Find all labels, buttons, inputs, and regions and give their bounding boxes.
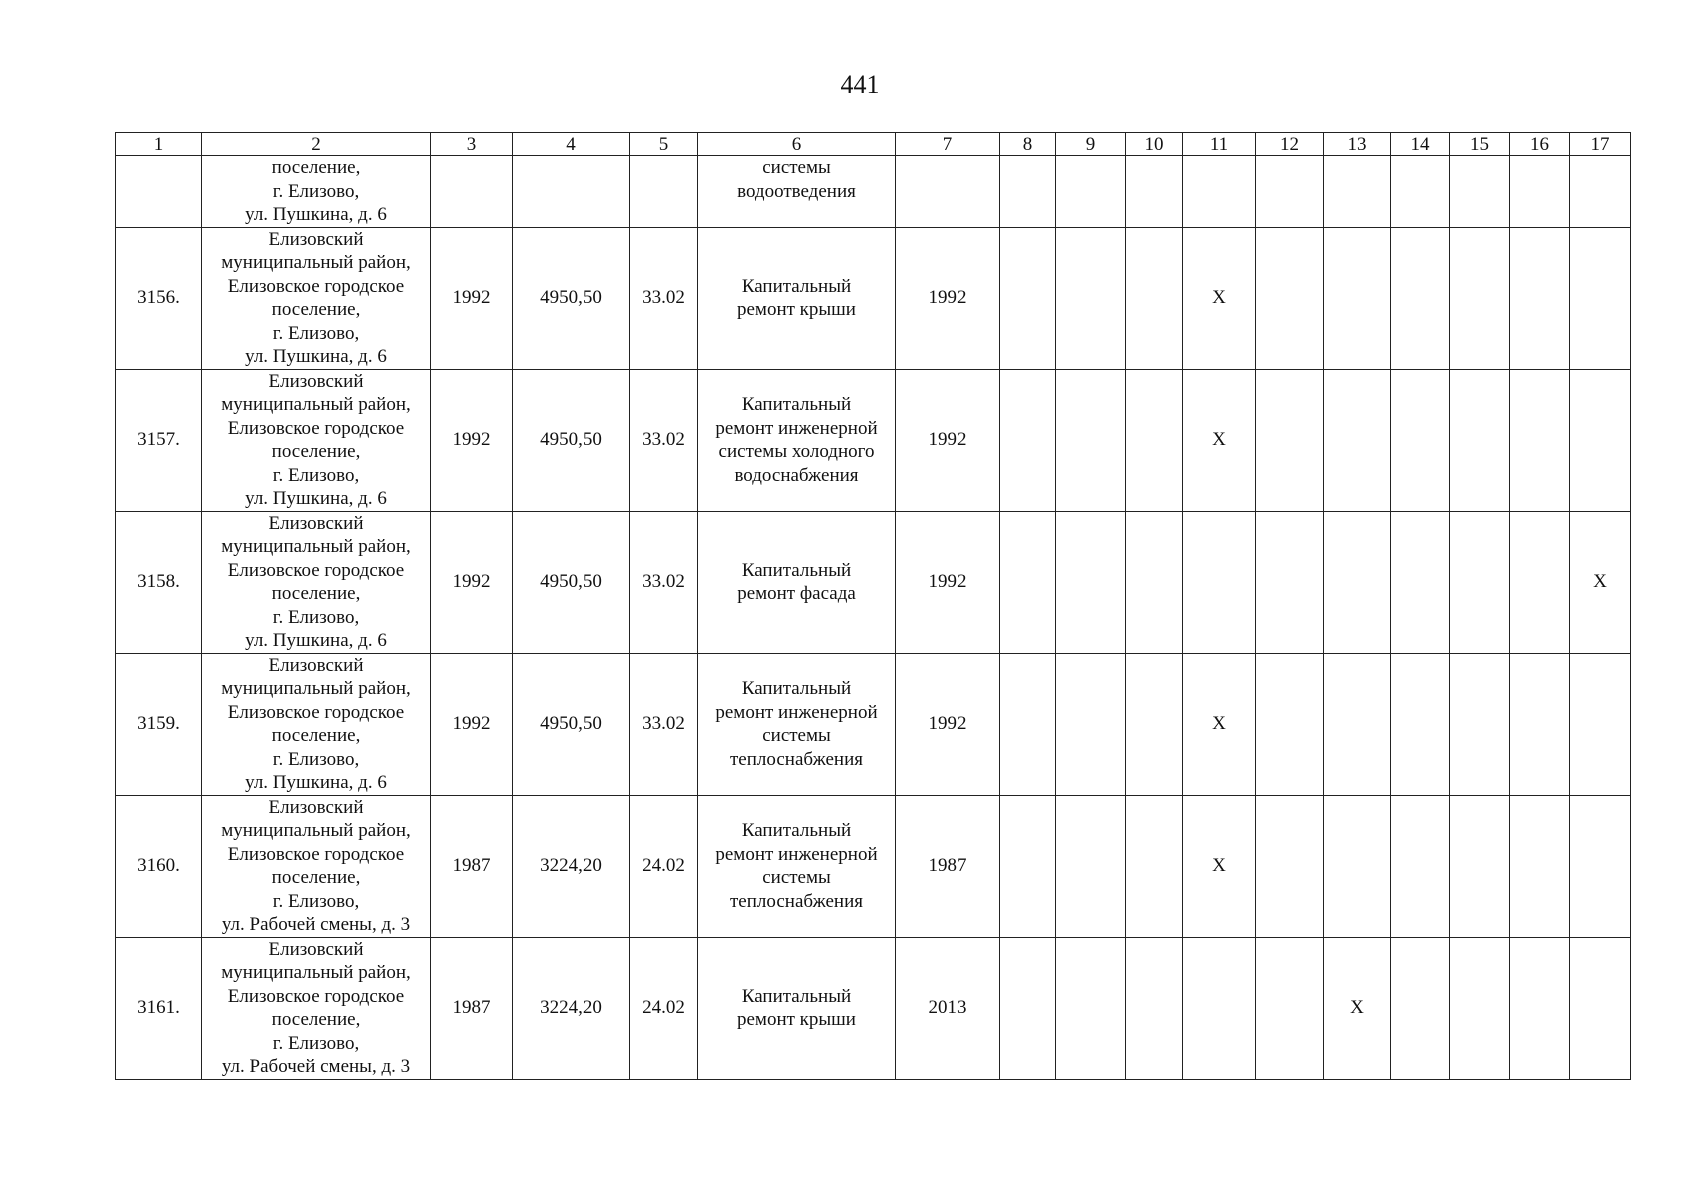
work-text: системы водоотведения: [737, 157, 856, 202]
cell-mark: [1256, 227, 1324, 369]
cell-mark: [1450, 227, 1510, 369]
cell-mark: [1324, 156, 1391, 228]
cell-mark: [1450, 156, 1510, 228]
cell-area: 4950,50: [513, 511, 630, 653]
cell-plan-year: 1987: [896, 795, 1000, 937]
column-header: 17: [1570, 133, 1631, 156]
column-header: 10: [1126, 133, 1183, 156]
cell-plan-year: 1992: [896, 227, 1000, 369]
cell-mark: [1450, 653, 1510, 795]
cell-plan-year: 1992: [896, 511, 1000, 653]
cell-address: [202, 937, 431, 1079]
cell-area: 3224,20: [513, 795, 630, 937]
cell-plan-year: 1992: [896, 369, 1000, 511]
cell-mark: [1510, 795, 1570, 937]
cell-work: [698, 937, 896, 1079]
cell-mark: [1570, 369, 1631, 511]
cell-work: [698, 227, 896, 369]
cell-address: [202, 511, 431, 653]
cell-mark: X: [1570, 511, 1631, 653]
cell-area: 3224,20: [513, 937, 630, 1079]
cell-num: 3158.: [116, 511, 202, 653]
cell-work: [698, 156, 896, 228]
cell-num: [116, 156, 202, 228]
cell-mark: [1056, 511, 1126, 653]
cell-mark: [1391, 369, 1450, 511]
cell-address-text: Елизовский муниципальный район, Елизовское городское поселение, г. Елизово, ул. Пушкина, д. 6: [221, 654, 411, 793]
cell-plan-year: 2013: [896, 937, 1000, 1079]
column-header: 2: [202, 133, 431, 156]
cell-mark: [1256, 511, 1324, 653]
cell-mark: [1391, 937, 1450, 1079]
cell-mark: [1126, 369, 1183, 511]
column-header: 7: [896, 133, 1000, 156]
cell-mark: [1324, 795, 1391, 937]
cell-mark: [1391, 511, 1450, 653]
cell-address-text: Елизовский муниципальный район, Елизовское городское поселение, г. Елизово, ул. Рабочей смены, д. 3: [221, 796, 411, 935]
cell-mark: X: [1183, 653, 1256, 795]
cell-area: 4950,50: [513, 227, 630, 369]
cell-mark: [1570, 227, 1631, 369]
cell-plan-year: [896, 156, 1000, 228]
cell-wear: [630, 156, 698, 228]
address-text: поселение, г. Елизово, ул. Пушкина, д. 6: [245, 157, 387, 225]
cell-mark: X: [1183, 227, 1256, 369]
cell-mark: [1056, 369, 1126, 511]
cell-address: [202, 369, 431, 511]
cell-mark: [1510, 156, 1570, 228]
cell-mark: X: [1183, 795, 1256, 937]
cell-mark: [1391, 227, 1450, 369]
cell-mark: [1126, 795, 1183, 937]
cell-mark: [1510, 937, 1570, 1079]
cell-mark: [1450, 511, 1510, 653]
cell-work: [698, 795, 896, 937]
column-header: 3: [431, 133, 513, 156]
cell-num: 3157.: [116, 369, 202, 511]
cell-mark: X: [1324, 937, 1391, 1079]
cell-mark: [1324, 369, 1391, 511]
column-header: 14: [1391, 133, 1450, 156]
cell-address: [202, 156, 431, 228]
cell-year: 1992: [431, 511, 513, 653]
column-header: 5: [630, 133, 698, 156]
table-row: [116, 227, 1631, 369]
cell-work-text: Капитальный ремонт инженерной системы холодного водоснабжения: [715, 394, 878, 486]
cell-mark: [1056, 795, 1126, 937]
cell-year: 1987: [431, 795, 513, 937]
cell-mark: [1324, 227, 1391, 369]
cell-mark: [1570, 795, 1631, 937]
cell-mark: [1126, 653, 1183, 795]
cell-wear: 33.02: [630, 227, 698, 369]
cell-year: [431, 156, 513, 228]
cell-mark: [1000, 653, 1056, 795]
cell-address: [202, 795, 431, 937]
cell-mark: [1510, 653, 1570, 795]
cell-mark: [1510, 227, 1570, 369]
cell-work-text: Капитальный ремонт крыши: [737, 985, 856, 1030]
cell-mark: [1510, 369, 1570, 511]
column-header: 16: [1510, 133, 1570, 156]
table-row: [116, 511, 1631, 653]
cell-mark: [1570, 653, 1631, 795]
cell-mark: X: [1183, 369, 1256, 511]
column-header: 1: [116, 133, 202, 156]
column-header: 6: [698, 133, 896, 156]
continuation-row: [116, 156, 1631, 228]
column-header: 8: [1000, 133, 1056, 156]
cell-plan-year: 1992: [896, 653, 1000, 795]
cell-wear: 33.02: [630, 511, 698, 653]
cell-area: [513, 156, 630, 228]
cell-mark: [1000, 369, 1056, 511]
column-header: 13: [1324, 133, 1391, 156]
cell-mark: [1450, 937, 1510, 1079]
cell-num: 3159.: [116, 653, 202, 795]
cell-mark: [1000, 511, 1056, 653]
column-number-row: [116, 133, 1631, 156]
cell-work-text: Капитальный ремонт фасада: [737, 559, 856, 604]
cell-area: 4950,50: [513, 653, 630, 795]
cell-num: 3160.: [116, 795, 202, 937]
cell-work-text: Капитальный ремонт крыши: [737, 275, 856, 320]
cell-mark: [1256, 369, 1324, 511]
cell-mark: [1183, 156, 1256, 228]
cell-address-text: Елизовский муниципальный район, Елизовское городское поселение, г. Елизово, ул. Пушкина, д. 6: [221, 370, 411, 509]
cell-mark: [1510, 511, 1570, 653]
cell-work-text: Капитальный ремонт инженерной системы теплоснабжения: [715, 820, 878, 912]
cell-mark: [1391, 653, 1450, 795]
column-header: 4: [513, 133, 630, 156]
cell-wear: 24.02: [630, 795, 698, 937]
column-header: 12: [1256, 133, 1324, 156]
cell-mark: [1126, 937, 1183, 1079]
cell-wear: 33.02: [630, 369, 698, 511]
cell-address-text: Елизовский муниципальный район, Елизовское городское поселение, г. Елизово, ул. Пушкина, д. 6: [221, 512, 411, 651]
cell-mark: [1391, 156, 1450, 228]
page-number: 441: [840, 70, 880, 99]
cell-address: [202, 653, 431, 795]
cell-mark: [1126, 227, 1183, 369]
cell-work: [698, 653, 896, 795]
table-row: [116, 795, 1631, 937]
cell-year: 1992: [431, 369, 513, 511]
table-row: [116, 369, 1631, 511]
cell-mark: [1000, 795, 1056, 937]
cell-mark: [1450, 795, 1510, 937]
cell-work-text: Капитальный ремонт инженерной системы теплоснабжения: [715, 678, 878, 770]
cell-mark: [1256, 156, 1324, 228]
table-row: [116, 653, 1631, 795]
cell-num: 3156.: [116, 227, 202, 369]
cell-mark: [1056, 156, 1126, 228]
cell-mark: [1570, 937, 1631, 1079]
cell-year: 1992: [431, 653, 513, 795]
cell-mark: [1450, 369, 1510, 511]
cell-mark: [1056, 227, 1126, 369]
cell-mark: [1324, 653, 1391, 795]
cell-mark: [1324, 511, 1391, 653]
cell-address-text: Елизовский муниципальный район, Елизовское городское поселение, г. Елизово, ул. Рабочей смены, д. 3: [221, 938, 411, 1077]
column-header: 9: [1056, 133, 1126, 156]
cell-wear: 33.02: [630, 653, 698, 795]
cell-mark: [1183, 937, 1256, 1079]
column-header: 15: [1450, 133, 1510, 156]
cell-num: 3161.: [116, 937, 202, 1079]
cell-mark: [1256, 795, 1324, 937]
cell-mark: [1183, 511, 1256, 653]
cell-mark: [1256, 653, 1324, 795]
cell-address-text: Елизовский муниципальный район, Елизовское городское поселение, г. Елизово, ул. Пушкина, д. 6: [221, 228, 411, 367]
cell-area: 4950,50: [513, 369, 630, 511]
registry-table: [115, 132, 1631, 1080]
cell-year: 1992: [431, 227, 513, 369]
cell-mark: [1056, 937, 1126, 1079]
cell-mark: [1126, 156, 1183, 228]
cell-work: [698, 511, 896, 653]
cell-mark: [1256, 937, 1324, 1079]
cell-mark: [1000, 227, 1056, 369]
table-row: [116, 937, 1631, 1079]
column-header: 11: [1183, 133, 1256, 156]
cell-work: [698, 369, 896, 511]
cell-mark: [1056, 653, 1126, 795]
cell-mark: [1126, 511, 1183, 653]
cell-mark: [1391, 795, 1450, 937]
cell-year: 1987: [431, 937, 513, 1079]
cell-mark: [1000, 937, 1056, 1079]
cell-mark: [1000, 156, 1056, 228]
cell-mark: [1570, 156, 1631, 228]
cell-wear: 24.02: [630, 937, 698, 1079]
cell-address: [202, 227, 431, 369]
